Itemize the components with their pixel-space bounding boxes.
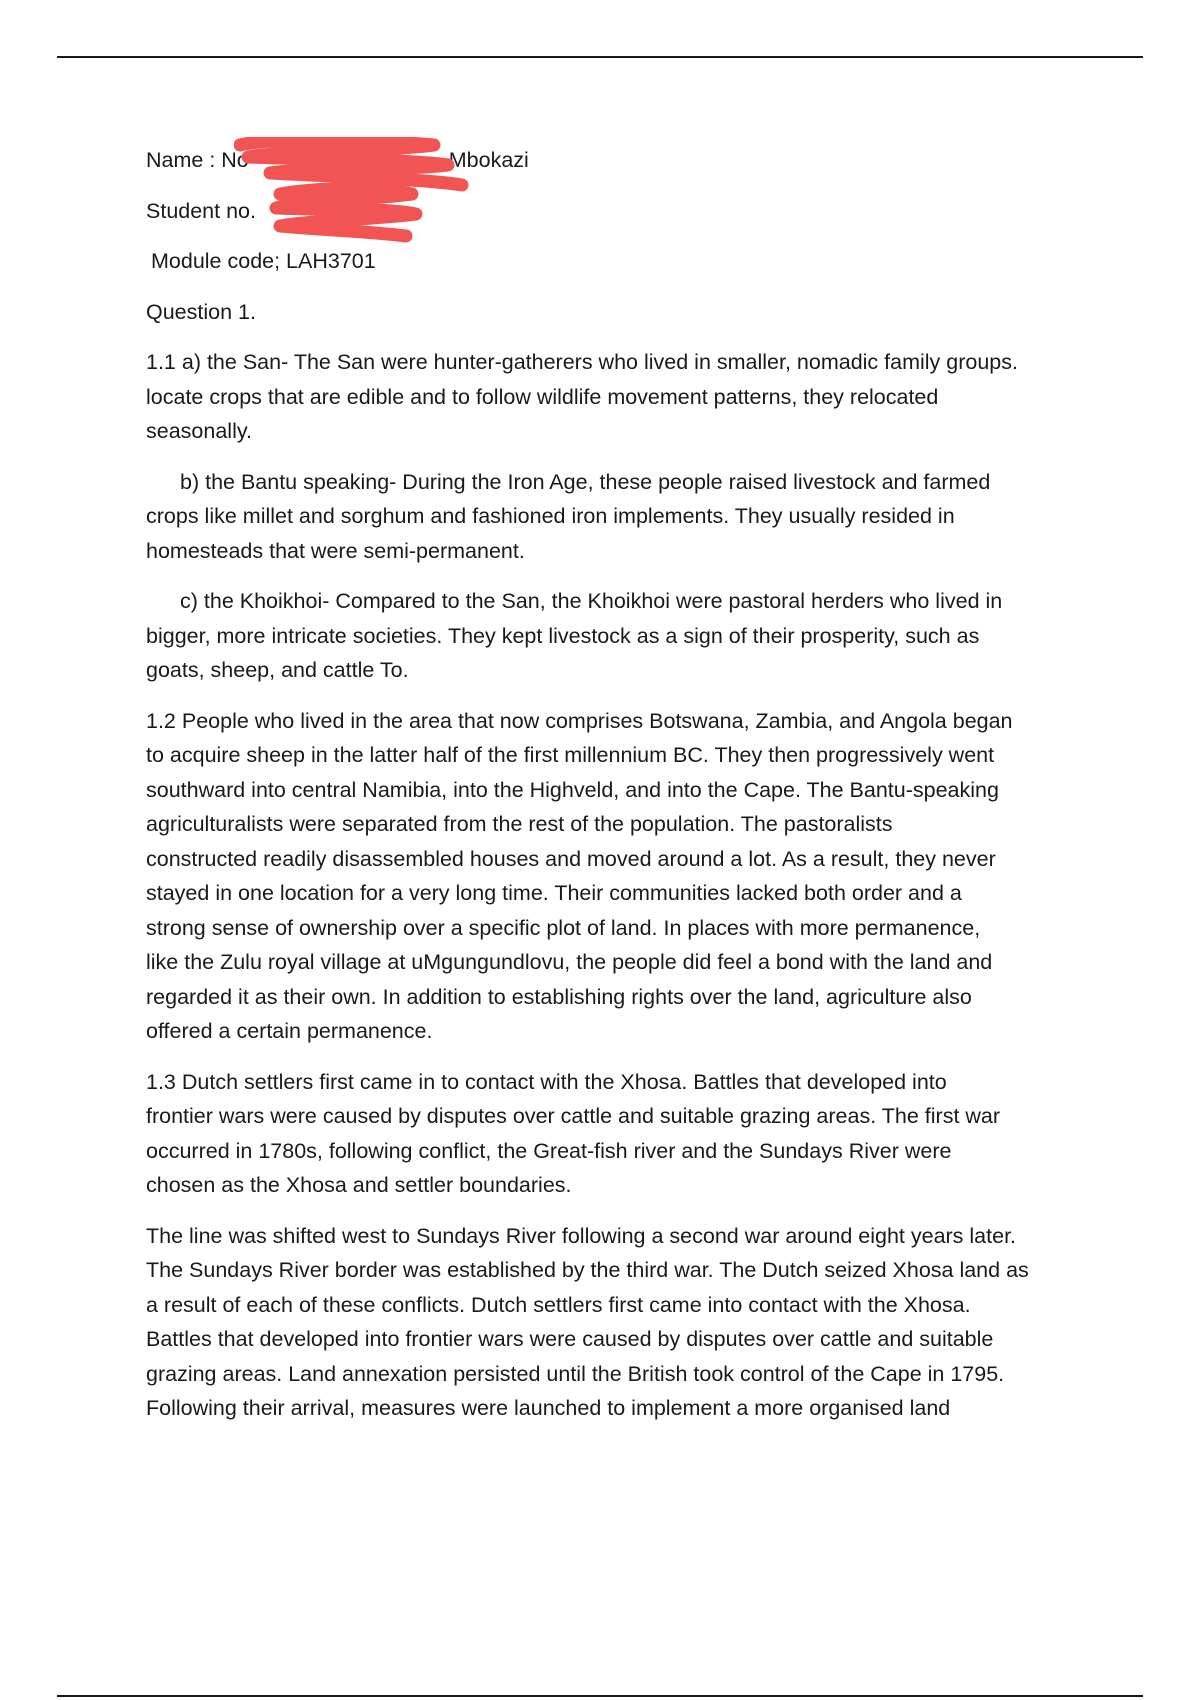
bottom-rule bbox=[57, 1695, 1143, 1697]
text-line: locate crops that are edible and to follow wildlife movement patterns, they relocated bbox=[146, 384, 939, 409]
text-line: regarded it as their own. In addition to establishing rights over the land, agriculture also bbox=[146, 984, 972, 1009]
text-line: bigger, more intricate societies. They kept livestock as a sign of their prosperity, such as bbox=[146, 623, 980, 648]
text-line: chosen as the Xhosa and settler boundaries. bbox=[146, 1173, 572, 1197]
name-visible-end: Mbokazi bbox=[448, 148, 529, 172]
text-line: strong sense of ownership over a specific plot of land. In places with more permanence, bbox=[146, 915, 981, 940]
text-line: crops like millet and sorghum and fashioned iron implements. They usually resided in bbox=[146, 504, 955, 528]
text-line: goats, sheep, and cattle To. bbox=[146, 658, 409, 682]
module-code-line: Module code; LAH3701 bbox=[151, 249, 376, 273]
redaction-mark-name bbox=[234, 137, 474, 195]
text-line: offered a certain permanence. bbox=[146, 1019, 433, 1043]
text-line: frontier wars were caused by disputes over cattle and suitable grazing areas. The first war bbox=[146, 1104, 1001, 1128]
text-line: agriculturalists were separated from the rest of the population. The pastoralists bbox=[146, 812, 893, 836]
question-heading: Question 1. bbox=[146, 299, 256, 324]
text-line: a result of each of these conflicts. Dutch settlers first came into contact with the Xhosa. bbox=[146, 1292, 971, 1317]
paragraph-1-1-c bbox=[146, 584, 1096, 688]
text-line: stayed in one location for a very long time. Their communities lacked both order and a bbox=[146, 881, 962, 905]
paragraph-1-1-a bbox=[146, 345, 1096, 449]
paragraph-1-2 bbox=[146, 704, 1096, 1049]
name-line bbox=[146, 143, 1096, 178]
text-line: Battles that developed into frontier wars were caused by disputes over cattle and suitable bbox=[146, 1327, 994, 1351]
text-line: homesteads that were semi-permanent. bbox=[146, 538, 525, 563]
text-line: constructed readily disassembled houses and moved around a lot. As a result, they never bbox=[146, 846, 996, 871]
name-label: Name : No bbox=[146, 148, 249, 172]
text-line: like the Zulu royal village at uMgungundlovu, the people did feel a bond with the land and bbox=[146, 950, 993, 974]
text-line: The line was shifted west to Sundays River following a second war around eight years later. bbox=[146, 1223, 1017, 1248]
text-line: c) the Khoikhoi- Compared to the San, the Khoikhoi were pastoral herders who lived in bbox=[180, 589, 1003, 613]
paragraph-1-3-continued bbox=[146, 1219, 1096, 1426]
name-field bbox=[146, 143, 529, 178]
top-rule bbox=[57, 56, 1143, 58]
student-number-line bbox=[146, 194, 1096, 229]
paragraph-1-3 bbox=[146, 1065, 1096, 1203]
text-line: b) the Bantu speaking- During the Iron Age, these people raised livestock and farmed bbox=[180, 469, 991, 494]
student-number-field bbox=[146, 194, 396, 229]
text-line: to acquire sheep in the latter half of the first millennium BC. They then progressively went bbox=[146, 743, 995, 767]
text-line: 1.1 a) the San- The San were hunter-gatherers who lived in smaller, nomadic family groups. bbox=[146, 350, 1018, 374]
text-line: southward into central Namibia, into the Highveld, and into the Cape. The Bantu-speaking bbox=[146, 777, 999, 802]
text-line: The Sundays River border was established by the third war. The Dutch seized Xhosa land as bbox=[146, 1258, 1029, 1282]
document-body bbox=[146, 143, 1096, 1442]
text-line: 1.3 Dutch settlers first came in to contact with the Xhosa. Battles that developed into bbox=[146, 1069, 947, 1094]
text-line: grazing areas. Land annexation persisted until the British took control of the Cape in 1795. bbox=[146, 1361, 1005, 1386]
paragraph-1-1-b bbox=[146, 465, 1096, 569]
redaction-mark-student-number bbox=[266, 182, 426, 244]
text-line: seasonally. bbox=[146, 419, 252, 443]
student-number-label: Student no. bbox=[146, 198, 256, 223]
text-line: Following their arrival, measures were launched to implement a more organised land bbox=[146, 1396, 951, 1420]
text-line: occurred in 1780s, following conflict, the Great-fish river and the Sundays River were bbox=[146, 1138, 952, 1163]
text-line: 1.2 People who lived in the area that now comprises Botswana, Zambia, and Angola began bbox=[146, 708, 1013, 733]
